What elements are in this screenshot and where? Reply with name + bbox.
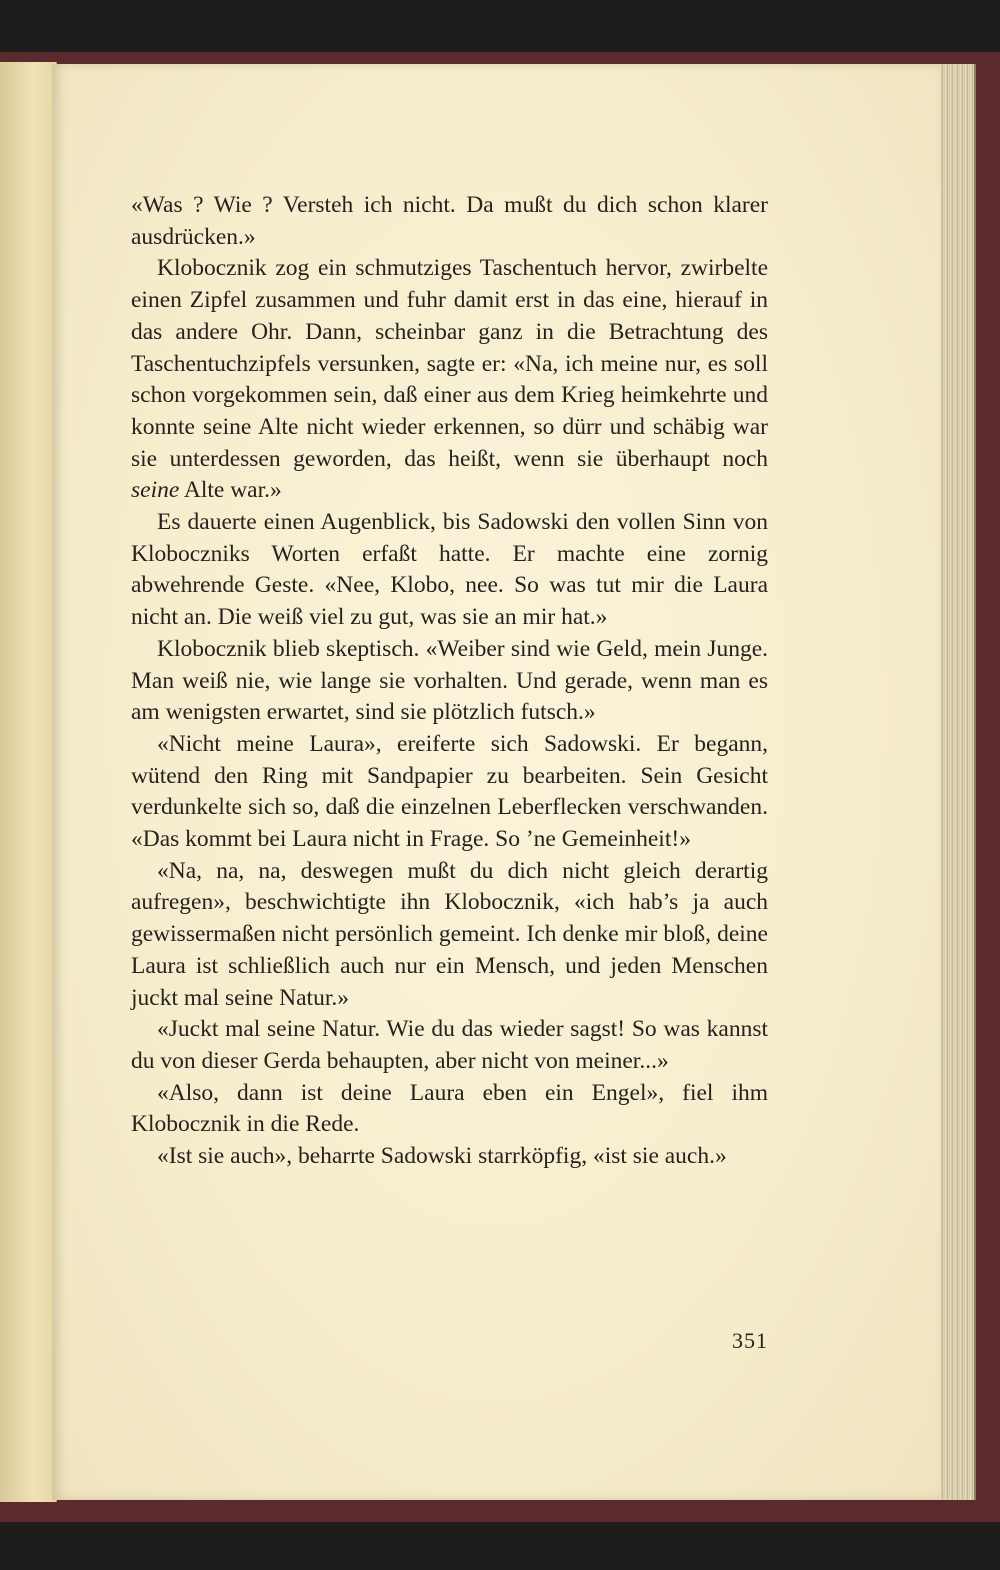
text-run: «Ist sie auch», beharrte Sadowski starrköpfig, «ist sie auch.» (157, 1143, 727, 1170)
text-run: Es dauerte einen Augenblick, bis Sadowski den vollen Sinn von Kloboczniks Worten erfaßt hatte. Er machte eine zornig abwehrende Geste. «Nee, Klobo, nee. So was tut mir die Laura nicht an. Die weiß viel zu gut, was sie an mir hat.» (131, 509, 768, 631)
page-number: 351 (732, 1328, 768, 1353)
text-run: Klobocznik blieb skeptisch. «Weiber sind wie Geld, mein Junge. Man weiß nie, wie lange sie vorhalten. Und gerade, wenn man es am wenigsten erwartet, sind sie plötzlich futsch.» (131, 635, 768, 726)
emphasized-text: seine (131, 477, 180, 504)
body-text (131, 190, 768, 1173)
paragraph (131, 1078, 768, 1141)
paragraph (131, 507, 768, 634)
text-run: «Juckt mal seine Natur. Wie du das wieder sagst! So was kannst du von dieser Gerda behaupten, aber nicht von meiner...» (131, 1016, 768, 1074)
paragraph (131, 1014, 768, 1077)
paragraph (131, 856, 768, 1015)
text-run: «Was ? Wie ? Versteh ich nicht. Da mußt du dich schon klarer ausdrücken.» (131, 192, 768, 250)
paragraph (131, 1141, 768, 1173)
paragraph (131, 190, 768, 253)
text-run: Klobocznik zog ein schmutziges Taschentuch hervor, zwirbelte einen Zipfel zusammen und fuhr damit erst in das eine, hierauf in das andere Ohr. Dann, scheinbar ganz in die Betrachtung des Taschentuchzipfels versunken, sagte er: «Na, ich meine nur, es soll schon vorgekommen sein, daß einer aus dem Krieg heimkehrte und konnte seine Alte nicht wieder erkennen, so dürr und schäbig war sie unterdessen geworden, das heißt, wenn sie überhaupt noch (131, 255, 768, 472)
paragraph (131, 253, 768, 507)
page-block-edges (934, 64, 976, 1500)
paragraph (131, 729, 768, 856)
text-run: «Nicht meine Laura», ereiferte sich Sadowski. Er begann, wütend den Ring mit Sandpapier zu bearbeiten. Sein Gesicht verdunkelte sich so, daß die einzelnen Leberflecken verschwanden. «Das kommt bei Laura nicht in Frage. So ’ne Gemeinheit!» (131, 730, 768, 853)
paragraph (131, 634, 768, 729)
text-run: «Also, dann ist deine Laura eben ein Engel», fiel ihm Klobocznik in die Rede. (131, 1079, 768, 1138)
book-page (52, 64, 940, 1500)
facing-page-edge (0, 62, 57, 1502)
text-run: Alte war.» (179, 477, 282, 504)
text-run: «Na, na, na, deswegen mußt du dich nicht gleich derartig aufregen», beschwichtigte ihn Klobocznik, «ich hab’s ja auch gewissermaßen nicht persönlich gemeint. Ich denke mir bloß, deine Laura ist schließlich auch nur ein Mensch, und jeden Menschen juckt mal seine Natur.» (131, 857, 768, 1011)
